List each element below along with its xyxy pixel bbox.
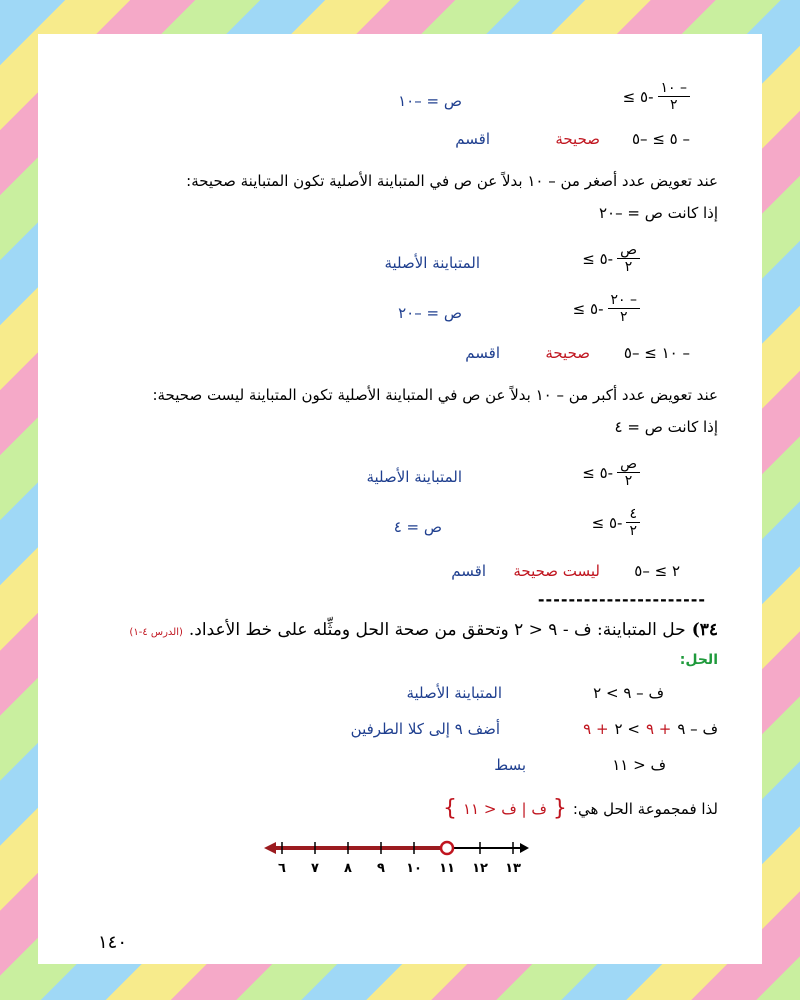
solution-label: الحل: [679, 652, 718, 668]
tick-label: ٨ [344, 861, 352, 876]
fraction-denominator: ٢ [624, 259, 633, 276]
solution-step-3: ف < ١١ [612, 756, 666, 774]
inequality-rhs: -٥ ≥ [591, 513, 623, 532]
fraction [617, 242, 640, 275]
solution-set-value: ف | ف < ١١ [462, 799, 547, 818]
inequality-rhs: -٥ ≥ [582, 463, 614, 482]
solution-note-3: بسط [494, 756, 526, 774]
fraction-denominator: ٢ [619, 309, 628, 326]
number-line [260, 834, 556, 880]
tick-label: ٦ [278, 861, 286, 876]
ineq-note-2a: المتباينة الأصلية [384, 254, 480, 272]
fraction [658, 80, 691, 113]
tick-label: ١٠ [406, 861, 422, 876]
brace-open-icon: { [552, 796, 567, 821]
expr-part: ف – ٩ [677, 720, 718, 738]
textbook-page [38, 34, 762, 964]
add-term: + ٩ [645, 720, 672, 738]
fraction-denominator: ٢ [629, 523, 637, 540]
ineq-result-3: ٢ ≥ –٥ [634, 562, 680, 580]
inequality-rhs: -٥ ≥ [582, 249, 614, 268]
question-text: حل المتباينة: ف - ٩ < ٢ وتحقق من صحة الحل ومثِّله على خط الأعداد. [188, 620, 686, 640]
fraction-numerator: ٤ [626, 506, 640, 523]
tick-label: ٩ [377, 861, 385, 876]
fraction [608, 292, 641, 325]
paragraph-larger-number: عند تعويض عدد أكبر من – ١٠ بدلاً عن ص في المتباينة الأصلية تكون المتباينة ليست صحيحة: [152, 386, 718, 404]
arrow-left-icon [264, 842, 276, 854]
question-number: ٣٤) [691, 620, 718, 640]
ineq-row-2b [573, 290, 640, 325]
ineq-row-2 [582, 240, 640, 275]
fraction-numerator: ص [617, 456, 640, 473]
fraction-denominator: ٢ [624, 473, 633, 490]
ineq-note-3a: المتباينة الأصلية [366, 468, 462, 486]
paragraph-smaller-number: عند تعويض عدد أصغر من – ١٠ بدلاً عن ص في المتباينة الأصلية تكون المتباينة صحيحة: [186, 172, 718, 190]
ineq-row-3b [592, 504, 640, 539]
tick-label: ٧ [311, 861, 319, 876]
status-true: صحيحة [555, 130, 600, 148]
tick-label: ١١ [439, 861, 455, 876]
status-true: صحيحة [545, 344, 590, 362]
page-number: ١٤٠ [98, 932, 128, 953]
ineq-result-2: – ١٠ ≥ –٥ [623, 344, 690, 362]
ineq-note-1: ص = –١٠ [398, 92, 462, 110]
paragraph-if-value: إذا كانت ص = –٢٠ [598, 204, 718, 222]
fraction [626, 506, 640, 539]
ineq-note-1b: اقسم [455, 130, 490, 148]
ineq-note-2c: اقسم [465, 344, 500, 362]
expr-part: > ٢ [614, 720, 640, 738]
ineq-row-1 [623, 78, 690, 113]
inequality-rhs: -٥ ≥ [572, 299, 604, 318]
tick-label: ١٣ [505, 861, 521, 876]
solution-set [443, 796, 718, 821]
tick-label: ١٢ [472, 861, 488, 876]
solution-note-1: المتباينة الأصلية [406, 684, 502, 702]
ineq-note-3b: ص = ٤ [393, 518, 442, 536]
status-false: ليست صحيحة [513, 562, 600, 580]
lesson-reference: (الدرس ٤-١) [129, 627, 183, 638]
ineq-note-3c: اقسم [451, 562, 486, 580]
fraction-denominator: ٢ [669, 97, 678, 114]
solution-note-2: أضف ٩ إلى كلا الطرفين [350, 720, 500, 738]
ineq-row-3 [582, 454, 640, 489]
solution-step-2 [583, 720, 718, 738]
fraction-numerator: ص [617, 242, 640, 259]
fraction [617, 456, 640, 489]
ineq-result-1: – ٥ ≥ –٥ [631, 130, 690, 148]
question-34 [129, 620, 718, 640]
arrow-right-icon [520, 843, 529, 853]
inequality-rhs: -٥ ≥ [622, 87, 654, 106]
open-circle-point [441, 842, 453, 854]
ineq-note-2b: ص = –٢٠ [398, 304, 462, 322]
paragraph-if-value: إذا كانت ص = ٤ [614, 418, 718, 436]
solution-set-label: لذا فمجموعة الحل هي: [572, 799, 718, 818]
brace-close-icon: } [442, 796, 457, 821]
solution-step-1: ف – ٩ > ٢ [593, 684, 664, 702]
add-term: + ٩ [583, 720, 609, 738]
fraction-numerator: – ٢٠ [608, 292, 641, 309]
section-separator: ---------------------- [537, 590, 706, 609]
fraction-numerator: – ١٠ [658, 80, 691, 97]
